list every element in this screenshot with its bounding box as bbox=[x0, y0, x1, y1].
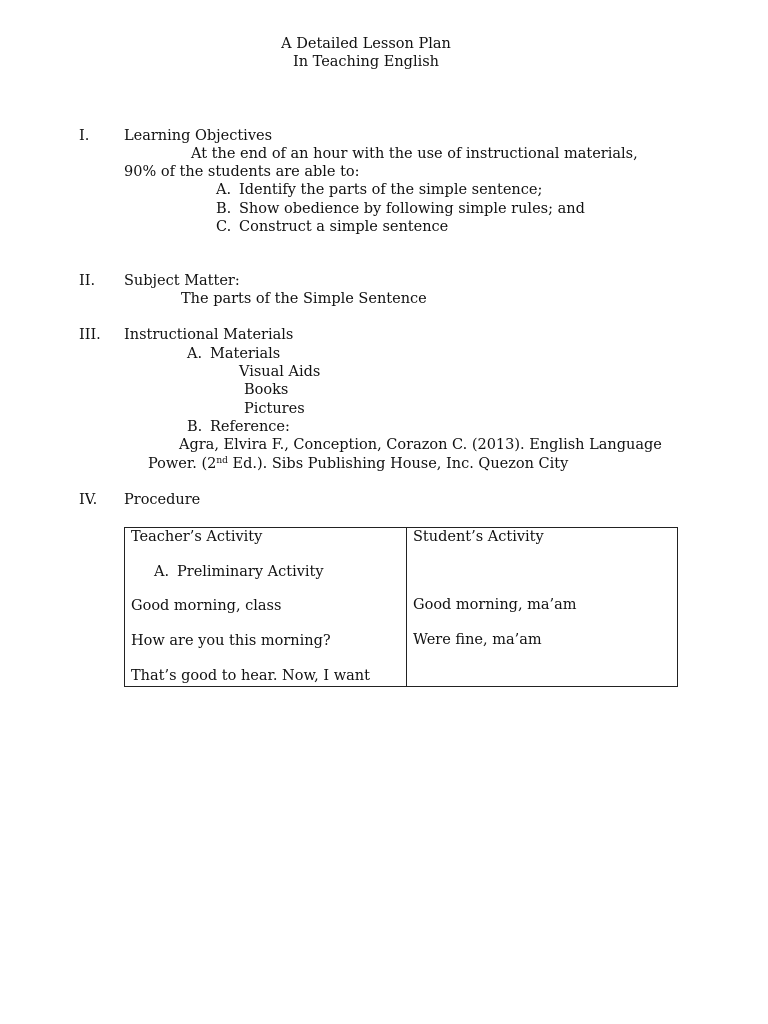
section2-numeral: II. bbox=[79, 273, 96, 289]
teacher-line: How are you this morning? bbox=[131, 633, 331, 649]
preliminary-letter: A. bbox=[154, 564, 170, 580]
objective-letter-a: A. bbox=[216, 182, 232, 198]
material-item: Visual Aids bbox=[239, 364, 321, 380]
reference-label: Reference: bbox=[210, 419, 290, 435]
materials-label: Materials bbox=[210, 346, 281, 362]
material-item: Books bbox=[244, 382, 289, 398]
preliminary-activity-heading: Preliminary Activity bbox=[177, 564, 324, 580]
student-line: Were fine, ma’am bbox=[413, 632, 542, 648]
reference-line2 bbox=[148, 455, 568, 473]
teacher-line: That’s good to hear. Now, I want bbox=[131, 668, 370, 684]
teacher-activity-header: Teacher’s Activity bbox=[131, 529, 263, 545]
materials-letter: A. bbox=[187, 346, 203, 362]
section2-heading: Subject Matter: bbox=[124, 273, 240, 289]
reference-line2-start: Power. (2 bbox=[148, 456, 217, 472]
reference-line1: Agra, Elvira F., Conception, Corazon C. (2013). English Language bbox=[179, 437, 662, 453]
reference-line2-end: Ed.). Sibs Publishing House, Inc. Quezon City bbox=[227, 456, 569, 472]
objective-text-a: Identify the parts of the simple sentence; bbox=[239, 182, 543, 198]
objective-letter-c: C. bbox=[216, 219, 232, 235]
objective-text-b: Show obedience by following simple rules; and bbox=[239, 201, 585, 217]
section1-intro-line1: At the end of an hour with the use of instructional materials, bbox=[191, 146, 638, 162]
section3-heading: Instructional Materials bbox=[124, 327, 294, 343]
student-line: Good morning, ma’am bbox=[413, 597, 577, 613]
reference-letter: B. bbox=[187, 419, 203, 435]
section4-numeral: IV. bbox=[79, 492, 98, 508]
material-item: Pictures bbox=[244, 401, 305, 417]
document-subtitle: In Teaching English bbox=[292, 54, 440, 70]
objective-text-c: Construct a simple sentence bbox=[239, 219, 449, 235]
section1-heading: Learning Objectives bbox=[124, 128, 273, 144]
document-title: A Detailed Lesson Plan bbox=[281, 36, 451, 52]
student-activity-header: Student’s Activity bbox=[413, 529, 544, 545]
section1-numeral: I. bbox=[79, 128, 90, 144]
section4-heading: Procedure bbox=[124, 492, 201, 508]
reference-ordinal-suffix: nd bbox=[216, 456, 228, 466]
section3-numeral: III. bbox=[79, 327, 101, 343]
teacher-line: Good morning, class bbox=[131, 598, 282, 614]
section2-content: The parts of the Simple Sentence bbox=[181, 291, 427, 307]
section1-intro-line2: 90% of the students are able to: bbox=[124, 164, 360, 180]
objective-letter-b: B. bbox=[216, 201, 232, 217]
